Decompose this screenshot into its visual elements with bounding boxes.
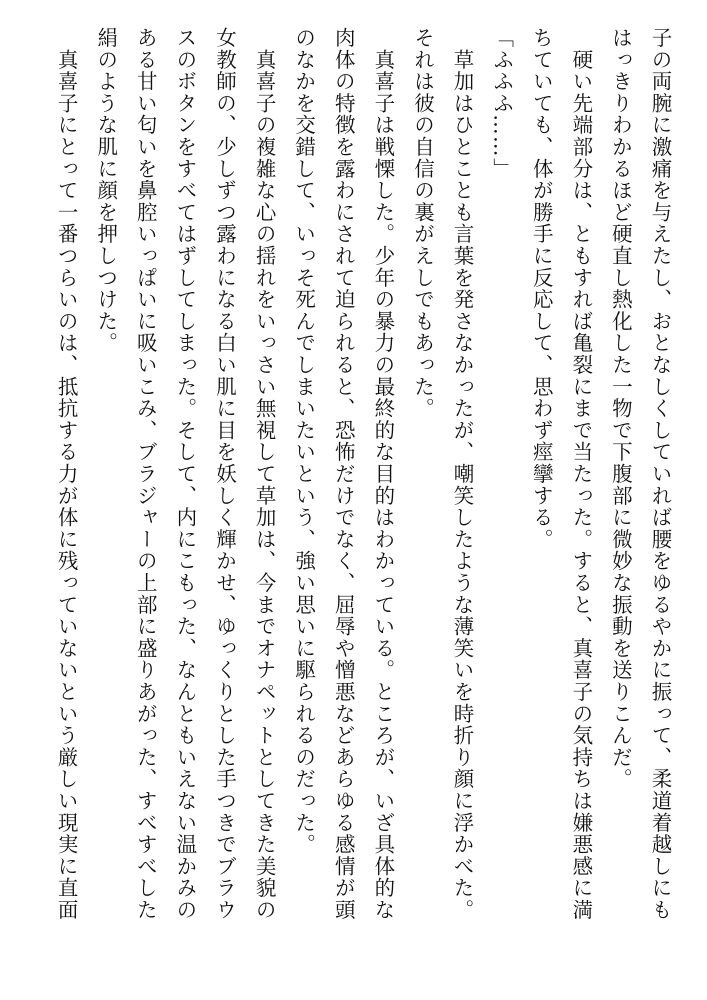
text-line: はっきりわかるほど硬直し熱化した一物で下腹部に微妙な振動を送りこんだ。 [608, 27, 633, 790]
text-line: ちていても、体が勝手に反応して、思わず痙攣する。 [529, 27, 554, 551]
text-line: 硬い先端部分は、ともすれば亀裂にまで当たった。すると、真喜子の気持ちは嫌悪感に満 [568, 27, 593, 921]
text-line: 絹のような肌に顔を押しつけた。 [93, 27, 118, 354]
text-line: 真喜子にとって一番つらいのは、抵抗する力が体に残っていないという厳しい現実に直面 [54, 27, 79, 921]
text-line: 「ふふふ……」 [489, 27, 514, 180]
text-line: 草加はひとことも言葉を発さなかったが、嘲笑したような薄笑いを時折り顔に浮かべた。 [450, 27, 475, 921]
text-line: 真喜子は戦慄した。少年の暴力の最終的な目的はわかっている。ところが、いざ具体的な [370, 27, 395, 921]
vertical-text-body [46, 27, 680, 977]
text-line: 肉体の特徴を露わにされて迫られると、恐怖だけでなく、屈辱や憎悪などあらゆる感情が頭 [331, 27, 356, 921]
text-line: のなかを交錯して、いっそ死んでしまいたいという、強い思いに駆られるのだった。 [291, 27, 316, 856]
text-line: それは彼の自信の裏がえしでもあった。 [410, 27, 435, 420]
text-line: 女教師の、少しずつ露わになる白い肌に目を妖しく輝かせ、ゆっくりとした手つきでブラウ [212, 27, 237, 921]
text-line: ある甘い匂いを鼻腔いっぱいに吸いこみ、ブラジャーの上部に盛りあがった、すべすべした [133, 27, 158, 921]
text-line: スのボタンをすべてはずしてしまった。そして、内にこもった、なんともいえない温かみの [172, 27, 197, 921]
text-line: 真喜子の複雑な心の揺れをいっさい無視して草加は、今までオナペットとしてきた美貌の [252, 27, 277, 921]
text-line: 子の両腕に激痛を与えたし、おとなしくしていれば腰をゆるやかに振って、柔道着越しにも [648, 27, 672, 921]
